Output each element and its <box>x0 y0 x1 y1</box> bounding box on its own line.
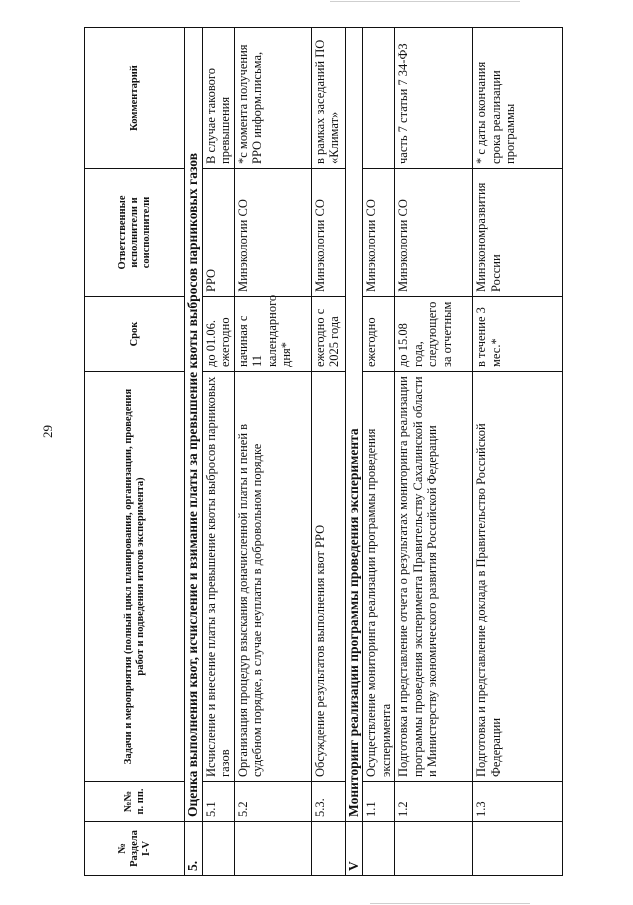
col-header-deadline: Срок <box>85 297 185 372</box>
col-header-comment: Комментарий <box>85 28 185 169</box>
section-cell <box>311 822 345 876</box>
section-cell <box>363 822 395 876</box>
comment-cell <box>363 28 395 169</box>
section-cell <box>473 822 563 876</box>
table-row <box>311 28 345 876</box>
task-cell: Осуществление мониторинга реализации программы проведения эксперимента <box>363 372 395 782</box>
item-number: 5.3. <box>311 782 345 822</box>
responsible-cell: Минэкологии СО <box>395 169 473 297</box>
rotated-table-wrapper <box>84 28 561 876</box>
scan-edge-bottom <box>370 903 530 904</box>
table-row <box>473 28 563 876</box>
table-row <box>202 28 234 876</box>
comment-cell: в рамках заседаний ПО «Климат» <box>311 28 345 169</box>
col-header-tasks: Задачи и мероприятия (полный цикл планирования, организации, проведения работ и подведения итогов эксперимента) <box>85 372 185 782</box>
comment-cell: * с даты окончания срока реализации программы <box>473 28 563 169</box>
scan-edge-top <box>330 1 520 2</box>
deadline-cell: до 01.06. ежегодно <box>202 297 234 372</box>
task-cell: Подготовка и представление доклада в Правительство Российской Федерации <box>473 372 563 782</box>
task-cell: Исчисление и внесение платы за превышение квоты выбросов парниковых газов <box>202 372 234 782</box>
col-header-section: № Раздела I-V <box>85 822 185 876</box>
item-number: 1.3 <box>473 782 563 822</box>
task-cell: Обсуждение результатов выполнения квот РРО <box>311 372 345 782</box>
section-cell <box>202 822 234 876</box>
task-cell: Организация процедур взыскания доначисленной платы и пеней в судебном порядке, в случае неуплаты в добровольном порядке <box>234 372 311 782</box>
comment-cell: *с момента получения РРО информ.письма, <box>234 28 311 169</box>
section-header-row <box>185 28 203 876</box>
item-number: 5.1 <box>202 782 234 822</box>
section-number: 5. <box>185 822 203 876</box>
deadline-cell: до 15.08 года, следующего за отчетным <box>395 297 473 372</box>
responsible-cell: Минэкологии СО <box>311 169 345 297</box>
item-number: 1.2 <box>395 782 473 822</box>
responsible-cell: Минэкономразвития России <box>473 169 563 297</box>
plan-table <box>84 27 563 876</box>
comment-cell: часть 7 статьи 7 34-ФЗ <box>395 28 473 169</box>
section-header-row <box>345 28 363 876</box>
section-title: Оценка выполнения квот, исчисление и взимание платы за превышение квоты выбросов парниковых газов <box>185 28 203 822</box>
table-row <box>363 28 395 876</box>
table-row <box>395 28 473 876</box>
responsible-cell: РРО <box>202 169 234 297</box>
section-cell <box>395 822 473 876</box>
deadline-cell: начиная с 11 календарного дня* <box>234 297 311 372</box>
deadline-cell: ежегодно с 2025 года <box>311 297 345 372</box>
item-number: 5.2 <box>234 782 311 822</box>
table-row <box>234 28 311 876</box>
deadline-cell: ежегодно <box>363 297 395 372</box>
task-cell: Подготовка и представление отчета о результатах мониторинга реализации программы проведения эксперимента Правительству Сахалинской области и Министерству экономического развития Российской Федерации <box>395 372 473 782</box>
comment-cell: В случае такового превышения <box>202 28 234 169</box>
header-row <box>85 28 185 876</box>
responsible-cell: Минэкологии СО <box>363 169 395 297</box>
section-number: V <box>345 822 363 876</box>
col-header-item-no: №№ п. пп. <box>85 782 185 822</box>
section-cell <box>234 822 311 876</box>
responsible-cell: Минэкологии СО <box>234 169 311 297</box>
col-header-responsible: Ответственные исполнители и соисполнители <box>85 169 185 297</box>
section-title: Мониторинг реализации программы проведения эксперимента <box>345 28 363 822</box>
deadline-cell: в течение 3 мес.* <box>473 297 563 372</box>
item-number: 1.1 <box>363 782 395 822</box>
page-number: 29 <box>40 425 55 438</box>
